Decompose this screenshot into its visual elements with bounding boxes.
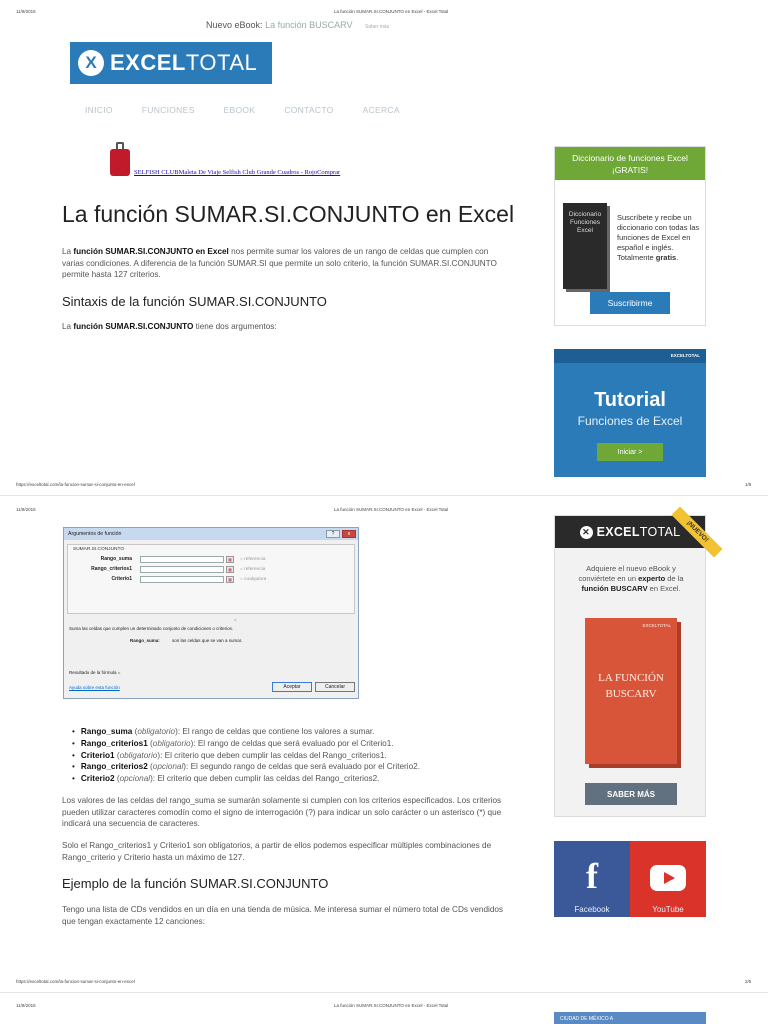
arg-name: Rango_suma [80,727,133,736]
logo-text-light: TOTAL [185,50,258,75]
arg-name: Criterio2 [80,774,115,784]
list-item: • Rango_criterios1 (obligatorio): El rango de celdas que será evaluado por el Criterio1. [72,738,420,750]
page-break [0,992,768,993]
arg-tag: opcional [119,774,151,784]
function-help-link[interactable]: Ayuda sobre esta función [69,685,120,690]
intro-rest: nos permite sumar los valores de un rango de celdas que cumplen con varias condiciones. A diferencia de la función SUMAR.SI que permite un solo criterio, la función SUMAR.SI.CONJUNTO permite hasta 127 criterios. [62,247,497,279]
ad-link[interactable]: SELFISH CLUBMaleta De Viaje Selfish Club Grande Cuadros - RojoComprar [134,169,341,176]
arg-desc: : El rango de celdas que contiene los valores a sumar. [177,727,375,736]
promo-more-link[interactable]: Saber más [364,24,390,30]
city-banner-ad[interactable]: CIUDAD DE MÉXICO A [554,1012,706,1024]
syntax-bold: función SUMAR.SI.CONJUNTO [73,322,194,331]
arg-name: Criterio1 [80,750,115,760]
list-item: • Rango_suma (obligatorio): El rango de celdas que contiene los valores a sumar. [72,726,420,738]
ebook-desc-c: de la [665,574,684,583]
ebook-desc-d: función BUSCARV [581,584,648,593]
dictionary-title: Diccionario de funciones Excel [572,153,688,163]
ebook-desc-b: experto [638,574,666,583]
intro-paragraph [62,246,507,281]
ebook-card [554,515,710,817]
print-url-2: https://exceltotal.com/la-funcion-sumar-si-conjunto-en-excel [16,979,135,984]
arg-tag: opcional [152,762,184,772]
dictionary-book-image: Diccionario Funciones Excel [563,203,607,289]
dictionary-free: ¡GRATIS! [611,165,649,175]
arguments-group [67,544,355,614]
list-item: • Criterio2 (opcional): El criterio que deben cumplir las celdas del Rango_criterios2. [72,773,420,785]
list-item: • Rango_criterios2 (opcional): El segundo rango de celdas que será evaluado por el Criterio2. [72,761,420,773]
dictionary-header [555,147,705,180]
limits-paragraph: Solo el Rango_criterios1 y Criterio1 son obligatorios, a partir de ellos podemos especificar múltiples combinaciones de Rango_criterio y Criterio hasta un máximo de 127. [62,841,492,862]
logo-x-icon: X [78,50,104,76]
close-icon[interactable]: x [342,530,356,538]
new-ribbon: ¡NUEVO! [672,507,723,558]
help-icon[interactable]: ? [326,530,340,538]
arg-result: = referencia [240,567,266,572]
ebook-desc-a: Adquiere el nuevo eBook y conviértete en un [578,564,676,583]
main-nav [85,105,429,115]
site-logo[interactable] [70,42,272,84]
syntax-heading: Sintaxis de la función SUMAR.SI.CONJUNTO [62,294,327,309]
function-name: SUMAR.SI.CONJUNTO [73,547,125,552]
arg-result: = cualquiera [240,577,267,582]
subscribe-button[interactable]: Suscribirme [590,292,670,314]
print-title: La función SUMAR.SI.CONJUNTO en Excel - Excel Total [334,9,449,14]
print-url-1: https://exceltotal.com/la-funcion-sumar-si-conjunto-en-excel [16,482,135,487]
dictionary-description: Suscríbete y recibe un diccionario con todas las funciones de Excel en español e inglés. Totalmente gratis. [617,213,700,262]
syntax-pre: La [62,322,74,331]
nav-item-ebook[interactable]: EBOOK [223,105,256,115]
example-paragraph: Tengo una lista de CDs vendidos en un día en una tienda de música. Me interesa sumar el número total de CDs vendidos que tengan exactamente 12 canciones: [62,905,504,926]
suitcase-ad-image[interactable] [110,142,130,176]
promo-ebook-link[interactable]: La función BUSCARV [265,20,353,30]
nav-item-funciones[interactable]: FUNCIONES [141,105,195,115]
article-title: La función SUMAR.SI.CONJUNTO en Excel [62,201,515,227]
page-break [0,495,768,496]
dialog-arg-label: Rango_suma: [130,638,160,643]
function-arguments-dialog [63,527,359,699]
rango-suma-input[interactable] [140,556,224,563]
dictionary-card [554,146,706,326]
syntax-paragraph [62,321,507,333]
dialog-equals: = [234,617,237,622]
ebook-cover-image[interactable] [585,618,677,764]
ebook-brand-light: TOTAL [639,525,681,539]
facebook-link[interactable] [554,841,630,917]
nav-item-contacto[interactable]: CONTACTO [284,105,334,115]
brand-x-icon: ✕ [580,526,593,539]
intro-bold: función SUMAR.SI.CONJUNTO en Excel [73,247,229,256]
arguments-list [72,726,420,785]
arg-label: Rango_criterios1 [91,566,132,572]
intro-pre: La [62,247,74,256]
ebook-desc-e: en Excel. [647,584,681,593]
tutorial-subtitle: Funciones de Excel [577,414,683,428]
arg-desc: : El criterio que deben cumplir las celdas del Rango_criterios2. [152,774,380,784]
arg-desc: : El segundo rango de celdas que será evaluado por el Criterio2. [186,762,420,772]
example-heading: Ejemplo de la función SUMAR.SI.CONJUNTO [62,876,329,891]
print-page-1: 1/5 [745,482,752,487]
print-date: 11/9/2015 [16,9,36,14]
dialog-arg-desc: son las celdas que se van a sumar. [172,638,243,643]
tutorial-title: Tutorial [594,389,666,411]
facebook-icon: f [586,856,598,896]
print-title-2: La función SUMAR.SI.CONJUNTO en Excel - Excel Total [334,507,449,512]
arg-tag: obligatorio [119,750,158,760]
nav-item-acerca[interactable]: ACERCA [362,105,400,115]
dictionary-desc-text: Suscríbete y recibe un diccionario con todas las funciones de Excel en español e inglés. Totalmente [617,213,700,262]
youtube-icon [650,865,686,891]
promo-lead: Nuevo eBook: [206,20,263,30]
dialog-titlebar [64,528,358,540]
dictionary-desc-bold: gratis [655,253,677,262]
criterio1-input[interactable] [140,576,224,583]
arg-tag: obligatorio [137,727,176,736]
arg-label: Rango_suma [100,556,132,562]
tutorial-start-button[interactable]: Iniciar > [597,443,663,461]
logo-text-bold: EXCEL [110,50,186,75]
suitcase-body-icon [110,149,130,176]
promo-bar [206,20,389,30]
cover-title: LA FUNCIÓN BUSCARV [598,672,664,700]
list-item: • Criterio1 (obligatorio): El criterio que deben cumplir las celdas del Rango_criterios1. [72,750,420,762]
social-links [554,841,706,917]
print-date-2: 11/9/2015 [16,507,36,512]
tutorial-brand: EXCELTOTAL [554,349,706,363]
tutorial-card[interactable] [554,349,706,477]
collapse-dialog-icon[interactable]: ▦ [226,576,234,583]
print-page-2: 2/5 [745,979,752,984]
ok-button[interactable]: Aceptar [272,682,312,692]
saber-mas-button[interactable]: SABER MÁS [585,783,677,805]
ebook-brand-bold: EXCEL [596,525,640,539]
arg-result: = referencia [240,557,266,562]
dialog-description: Suma las celdas que cumplen un determinado conjunto de condiciones o criterios. [69,626,234,631]
arg-desc: : El rango de celdas que será evaluado por el Criterio1. [193,738,394,748]
collapse-dialog-icon[interactable]: ▦ [226,566,234,573]
youtube-label: YouTube [652,905,684,914]
youtube-link[interactable] [630,841,706,917]
formula-result: Resultado de la fórmula = [69,670,121,675]
print-title-3: La función SUMAR.SI.CONJUNTO en Excel - Excel Total [334,1003,449,1008]
arg-name: Rango_criterios1 [80,738,148,748]
wildcards-paragraph: Los valores de las celdas del rango_suma se sumarán solamente si cumplen con los criterios especificados. Los criterios pueden utilizar caracteres comodín como el signo de interrogación (?) para indicar un solo carácter o un asterisco (*) que indicará una secuencia de caracteres. [62,796,502,828]
cover-brand: EXCELTOTAL [642,623,671,628]
arg-label: Criterio1 [111,576,132,582]
print-date-3: 11/9/2015 [16,1003,36,1008]
arg-name: Rango_criterios2 [80,762,148,772]
cancel-button[interactable]: Cancelar [315,682,355,692]
arg-desc: : El criterio que deben cumplir las celdas del Rango_criterios1. [160,750,387,760]
collapse-dialog-icon[interactable]: ▦ [226,556,234,563]
ebook-description [567,564,695,594]
arg-tag: obligatorio [152,738,191,748]
facebook-label: Facebook [574,905,610,914]
rango-criterios1-input[interactable] [140,566,224,573]
dialog-title: Argumentos de función [68,531,122,537]
nav-item-inicio[interactable]: INICIO [85,105,113,115]
syntax-rest: tiene dos argumentos: [193,322,277,331]
